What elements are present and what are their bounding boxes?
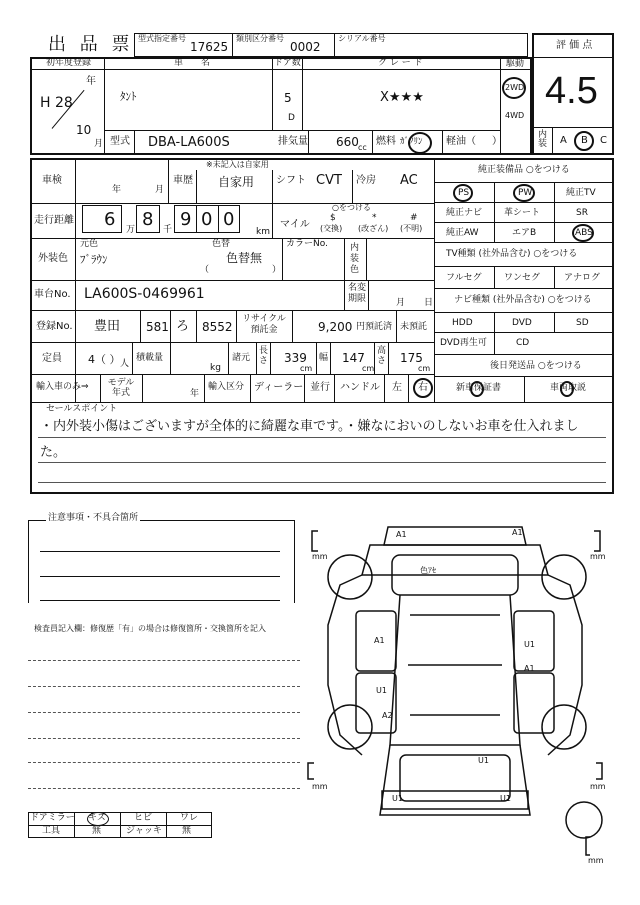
bt-r1: 工具: [42, 826, 61, 836]
shaken-month: 月: [155, 185, 165, 195]
equipment-title: 純正装備品 ○をつける: [478, 165, 570, 175]
equip-aw: 純正AW: [446, 228, 479, 238]
meter-altered: (改ざん): [358, 224, 389, 233]
width-unit: cm: [362, 364, 375, 373]
color-change-value: 色替無: [226, 251, 263, 265]
color-orig-label: 元色: [80, 239, 99, 249]
grade-value: X★★★: [380, 90, 424, 105]
mileage-man: 万: [126, 225, 136, 235]
load-unit: kg: [210, 363, 221, 373]
plate-label: 登録No.: [36, 321, 73, 332]
shift-label: シフト: [276, 175, 306, 186]
fuel-gas: ｶﾞｿﾘﾝ: [400, 137, 423, 147]
tv-title: TV種類 (社外品含む) ○をつける: [446, 249, 578, 259]
meikigi-month: 月: [396, 298, 406, 308]
handle-right-circle: [413, 378, 433, 398]
diagram-mm-3: mm: [312, 782, 328, 791]
interior-label: 内装: [538, 130, 548, 149]
fuel-close: ）: [492, 136, 502, 147]
bt-h2: キズ: [88, 813, 106, 823]
diagram-label-a1-front-left: A1: [396, 530, 407, 539]
import-type-label: 輸入区分: [208, 382, 245, 392]
interior-a: A: [560, 135, 567, 146]
navi-sd: SD: [576, 318, 589, 328]
bt-h1: ドアミラー: [30, 813, 75, 823]
diagram-label-u1-right: U1: [524, 640, 535, 649]
history-value: 自家用: [218, 175, 255, 189]
model-value: DBA-LA600S: [148, 135, 230, 150]
category-value: 0002: [290, 40, 321, 54]
history-label: 車歴: [173, 175, 193, 186]
recycle-label: リサイクル預託金: [242, 314, 286, 335]
meter-unknown-sym: #: [410, 213, 418, 223]
docs-manual: 車両取説: [550, 383, 587, 393]
color-label: 外装色: [38, 253, 68, 264]
ac-label: 冷房: [356, 175, 376, 186]
length-label: 長さ: [259, 346, 269, 366]
mileage-digit-5: 0: [223, 209, 235, 230]
model-year-unit: 年: [190, 389, 200, 399]
model-code-value: 17625: [190, 40, 229, 54]
dvd-play: DVD再生可: [440, 338, 487, 348]
recycle-paid: 円預託済: [356, 322, 393, 332]
interior-c: C: [600, 135, 607, 146]
meter-altered-sym: *: [372, 213, 377, 223]
length-value: 339: [284, 351, 307, 365]
mileage-digit-1: 6: [104, 209, 116, 230]
equip-abs: ABS: [575, 228, 593, 238]
first-reg-label: 初年度登録: [46, 58, 92, 68]
mileage-digit-3: 9: [180, 209, 192, 230]
meter-circle-note: ○をつける: [332, 203, 371, 212]
plate-class: 581: [146, 320, 169, 334]
model-year-label: モデル年式: [107, 378, 135, 398]
import-label: 輸入車のみ⇒: [36, 382, 89, 392]
navi-title: ナビ種類 (社外品含む) ○をつける: [454, 295, 592, 305]
fuel-label: 燃料: [376, 136, 396, 147]
form-title: 出 品 票: [48, 34, 134, 55]
caution-label: 注意事項・不具合箇所: [48, 513, 139, 523]
tv-analog: アナログ: [564, 273, 601, 283]
equip-leather: 革シート: [504, 208, 541, 218]
diagram-label-u1-bumper-right: U1: [500, 794, 511, 803]
history-note: ※未記入は自家用: [206, 160, 269, 169]
first-reg-month-unit: 月: [94, 139, 104, 149]
docs-title: 後日発送品 ○をつける: [490, 361, 582, 371]
model-label: 型式: [110, 136, 130, 147]
diagram-label-a1-left: A1: [374, 636, 385, 645]
sales-label: セールスポイント: [46, 404, 118, 414]
equip-sr: SR: [576, 208, 588, 218]
doors-label: ドア数: [274, 58, 301, 68]
first-reg-month: 10: [76, 123, 92, 137]
tv-one: ワンセグ: [504, 273, 541, 283]
length-unit: cm: [300, 364, 313, 373]
equip-tv: 純正TV: [566, 188, 596, 198]
bt-h4: ワレ: [180, 813, 199, 823]
bt-h3: ヒビ: [134, 813, 153, 823]
bt-r4: 無: [182, 826, 192, 836]
interior-b-circle: [574, 131, 594, 151]
mileage-digit-2: 8: [142, 209, 154, 230]
diagram-mm-4: mm: [590, 782, 606, 791]
equip-pw: PW: [518, 188, 533, 198]
car-name-value: ﾀﾝﾄ: [120, 90, 137, 103]
chassis-value: LA600S-0469961: [84, 286, 205, 302]
first-reg-year-unit: 年: [86, 76, 96, 87]
color-paren-open: （: [200, 265, 210, 275]
drive-2wd: 2WD: [505, 83, 525, 92]
equip-airbag: エアB: [512, 228, 537, 238]
drive-2wd-circle: [502, 77, 526, 99]
grade-label: グ レ ー ド: [378, 58, 423, 68]
displacement-value: 660: [336, 135, 359, 149]
capacity-label: 定員: [42, 353, 62, 364]
parallel-option: 並行: [310, 382, 330, 393]
width-label: 幅: [319, 353, 329, 363]
shift-value: CVT: [316, 173, 342, 188]
dealer-option: ディーラー: [254, 382, 304, 393]
width-value: 147: [342, 351, 365, 365]
cd-label: CD: [516, 338, 530, 348]
tv-full: フルセグ: [446, 273, 482, 283]
fuel-gas-circle: [408, 132, 432, 154]
sales-line-1: ・内外装小傷はございますが全体的に綺麗な車です。・嫌なにおいのしないお車を仕入れまし: [40, 419, 579, 434]
capacity-value: 4（ ）: [88, 353, 121, 366]
mileage-digit-4: 0: [201, 209, 213, 230]
displacement-label: 排気量: [278, 136, 308, 147]
color-orig-value: ﾌﾞﾗｳﾝ: [80, 253, 108, 266]
doors-d: D: [288, 113, 295, 123]
diagram-label-u1-bumper-left: U1: [392, 794, 403, 803]
height-value: 175: [400, 351, 423, 365]
mileage-km: km: [256, 227, 270, 237]
diagram-mm-1: mm: [312, 552, 328, 561]
first-reg-year-era: H 28: [40, 95, 73, 111]
color-change-label: 色替: [212, 239, 231, 249]
interior-b: B: [581, 135, 588, 146]
doors-value: 5: [284, 91, 292, 105]
meter-mile: マイル: [280, 219, 310, 230]
meter-exchange: (交換): [320, 224, 343, 233]
plate-kana: ろ: [176, 319, 190, 334]
diagram-label-u1-rear: U1: [478, 756, 489, 765]
drive-4wd: 4WD: [505, 111, 525, 120]
score-value: 4.5: [545, 70, 598, 112]
navi-hdd: HDD: [452, 318, 473, 328]
ac-value: AC: [400, 173, 418, 188]
category-label: 類別区分番号: [236, 34, 284, 43]
mileage-sen: 千: [163, 225, 173, 235]
height-label: 高さ: [377, 346, 387, 366]
equip-ps: PS: [458, 188, 470, 198]
docs-warranty: 新車保証書: [456, 383, 502, 393]
car-name-label: 車 名: [174, 58, 211, 68]
displacement-unit: cc: [358, 143, 367, 152]
bt-r2: 無: [92, 826, 102, 836]
handle-right: 右: [418, 382, 428, 393]
load-label: 積載量: [136, 353, 164, 363]
car-damage-diagram: [300, 515, 620, 865]
bt-r3: ジャッキ: [126, 826, 162, 836]
meter-unknown: (不明): [400, 224, 423, 233]
handle-label: ハンドル: [340, 382, 380, 393]
spec-label: 諸元: [232, 353, 251, 363]
diagram-label-a1-right: A1: [524, 664, 535, 673]
shaken-label: 車検: [42, 175, 62, 186]
diagram-mm-5: mm: [588, 856, 604, 865]
height-unit: cm: [418, 364, 431, 373]
navi-dvd: DVD: [512, 318, 532, 328]
diagram-label-u1-left: U1: [376, 686, 387, 695]
shaken-year: 年: [112, 185, 122, 195]
fuel-diesel: 軽油（: [446, 136, 476, 147]
plate-area: 豊田: [94, 319, 121, 334]
drive-label: 駆動: [506, 59, 525, 69]
chassis-label: 車台No.: [34, 289, 71, 300]
inspector-label: 検査員記入欄：修復歴「有」の場合は修復箇所・交換箇所を記入: [34, 624, 266, 633]
meikigi-day: 日: [424, 298, 434, 308]
score-label: 評 価 点: [556, 40, 593, 51]
diagram-mm-2: mm: [590, 552, 606, 561]
recycle-value: 9,200: [318, 320, 353, 334]
capacity-unit: 人: [120, 359, 130, 369]
model-code-label: 型式指定番号: [138, 34, 186, 43]
color-paren-close: ）: [272, 265, 282, 275]
sales-line-2: た。: [40, 445, 67, 460]
diagram-label-a2: A2: [382, 711, 393, 720]
recycle-unpaid: 未預託: [400, 322, 428, 332]
plate-num: 8552: [202, 320, 233, 334]
color-no-label: カラーNo.: [286, 239, 328, 249]
mileage-label: 走行距離: [34, 215, 74, 226]
serial-label: シリアル番号: [338, 34, 386, 43]
handle-left: 左: [392, 382, 402, 393]
meikigi-label: 名変期限: [348, 283, 367, 304]
interior-color-label: 内装色: [350, 243, 360, 275]
meter-exchange-sym: $: [330, 213, 336, 223]
equip-navi: 純正ナビ: [446, 208, 483, 218]
diagram-label-a1-front-right: A1: [512, 528, 523, 537]
diagram-label-fade: 色ｱｾ: [420, 566, 436, 575]
